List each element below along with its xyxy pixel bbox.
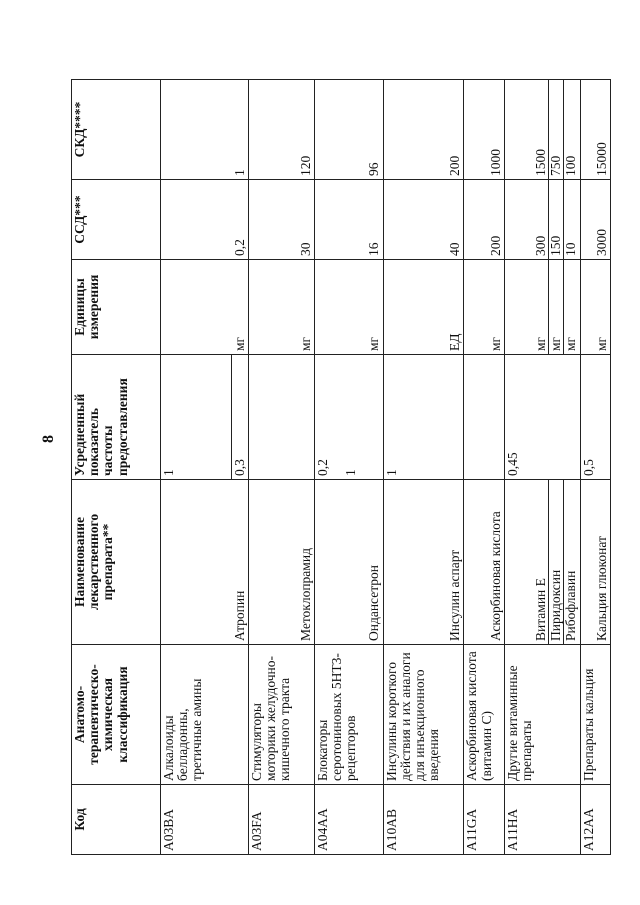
sub-name: Пиридоксин: [548, 480, 563, 644]
table-row: [249, 80, 315, 855]
header-atc: Анатомо-терапевтическо-химическая классификация: [72, 645, 161, 785]
cell-freq: 0,5: [580, 355, 610, 480]
cell-code: A12AA: [580, 785, 610, 855]
header-code: Код: [72, 785, 161, 855]
cell-ssd: 0,2: [160, 180, 248, 260]
cell-name: Аскорбиновая кислота: [464, 480, 504, 645]
drug-table-sheet: [71, 80, 611, 855]
table-row: [464, 80, 504, 855]
cell-name: Инсулин аспарт: [383, 480, 464, 645]
table-row: [504, 80, 580, 855]
cell-code: A04AA: [314, 785, 383, 855]
cell-freq: 0,45: [504, 355, 580, 480]
cell-units: мг: [580, 260, 610, 355]
cell-name: [504, 480, 580, 645]
cell-skd: 200: [383, 80, 464, 180]
cell-skd: [504, 80, 580, 180]
sub-skd: 750: [548, 80, 563, 179]
cell-skd: 96: [314, 80, 383, 180]
cell-code: A03FA: [249, 785, 315, 855]
header-row: [72, 80, 161, 855]
cell-units: мг: [249, 260, 315, 355]
sub-skd: 1500: [533, 149, 549, 176]
page-number: 8: [40, 435, 57, 443]
freq-value: 1: [343, 469, 359, 476]
cell-skd: 1: [160, 80, 248, 180]
cell-code: A03BA: [160, 785, 248, 855]
cell-atc: Препараты кальция: [580, 645, 610, 785]
header-skd: СКД****: [72, 80, 161, 180]
cell-freq: [249, 355, 315, 480]
cell-atc: Стимуляторы моторики желудочно-кишечного тракта: [249, 645, 315, 785]
sub-ssd: 150: [548, 180, 563, 259]
cell-ssd: 3000: [580, 180, 610, 260]
header-name: Наименование лекарственного препарата**: [72, 480, 161, 645]
cell-atc: Блокаторы серотониновых 5HT3-рецепторов: [314, 645, 383, 785]
cell-units: ЕД: [383, 260, 464, 355]
cell-atc: Инсулины короткого действия и их аналоги для инъекционного введения: [383, 645, 464, 785]
cell-units: мг: [314, 260, 383, 355]
cell-ssd: 200: [464, 180, 504, 260]
sub-units: мг: [563, 260, 578, 354]
cell-ssd: 16: [314, 180, 383, 260]
table-row: [160, 80, 231, 855]
cell-code: A10AB: [383, 785, 464, 855]
header-freq: Усредненный показатель частоты предоставления: [72, 355, 161, 480]
drug-table: [71, 79, 611, 855]
cell-name: Ондансетрон: [314, 480, 383, 645]
sub-skd: 100: [563, 80, 578, 179]
cell-skd: 120: [249, 80, 315, 180]
header-ssd: ССД***: [72, 180, 161, 260]
cell-freq: 1: [160, 355, 231, 480]
sub-units: мг: [548, 260, 563, 354]
cell-skd: 1000: [464, 80, 504, 180]
cell-atc: Другие витаминные препараты: [504, 645, 580, 785]
cell-atc: Алкалоиды белладонны, третичные амины: [160, 645, 248, 785]
table-row: [314, 80, 383, 855]
cell-freq: [314, 355, 383, 480]
cell-name: Атропин: [160, 480, 248, 645]
sub-units: мг: [533, 336, 549, 351]
freq-value: 0,2: [314, 459, 330, 476]
sub-name: Рибофлавин: [563, 480, 578, 644]
sub-name: Витамин Е: [533, 578, 549, 641]
table-row: [580, 80, 610, 855]
cell-freq: 0,3: [231, 355, 248, 480]
cell-name: Кальция глюконат: [580, 480, 610, 645]
cell-freq: [464, 355, 504, 480]
cell-skd: 15000: [580, 80, 610, 180]
cell-freq: 1: [383, 355, 464, 480]
cell-ssd: [504, 180, 580, 260]
cell-name: Метоклопрамид: [249, 480, 315, 645]
cell-units: [504, 260, 580, 355]
cell-units: мг: [464, 260, 504, 355]
sub-ssd: 10: [563, 180, 578, 259]
cell-ssd: 40: [383, 180, 464, 260]
cell-code: A11GA: [464, 785, 504, 855]
cell-atc: Аскорбиновая кислота (витамин С): [464, 645, 504, 785]
cell-units: мг: [160, 260, 248, 355]
table-row: [383, 80, 464, 855]
cell-ssd: 30: [249, 180, 315, 260]
header-units: Единицы измерения: [72, 260, 161, 355]
cell-code: A11HA: [504, 785, 580, 855]
sub-ssd: 300: [533, 235, 549, 256]
